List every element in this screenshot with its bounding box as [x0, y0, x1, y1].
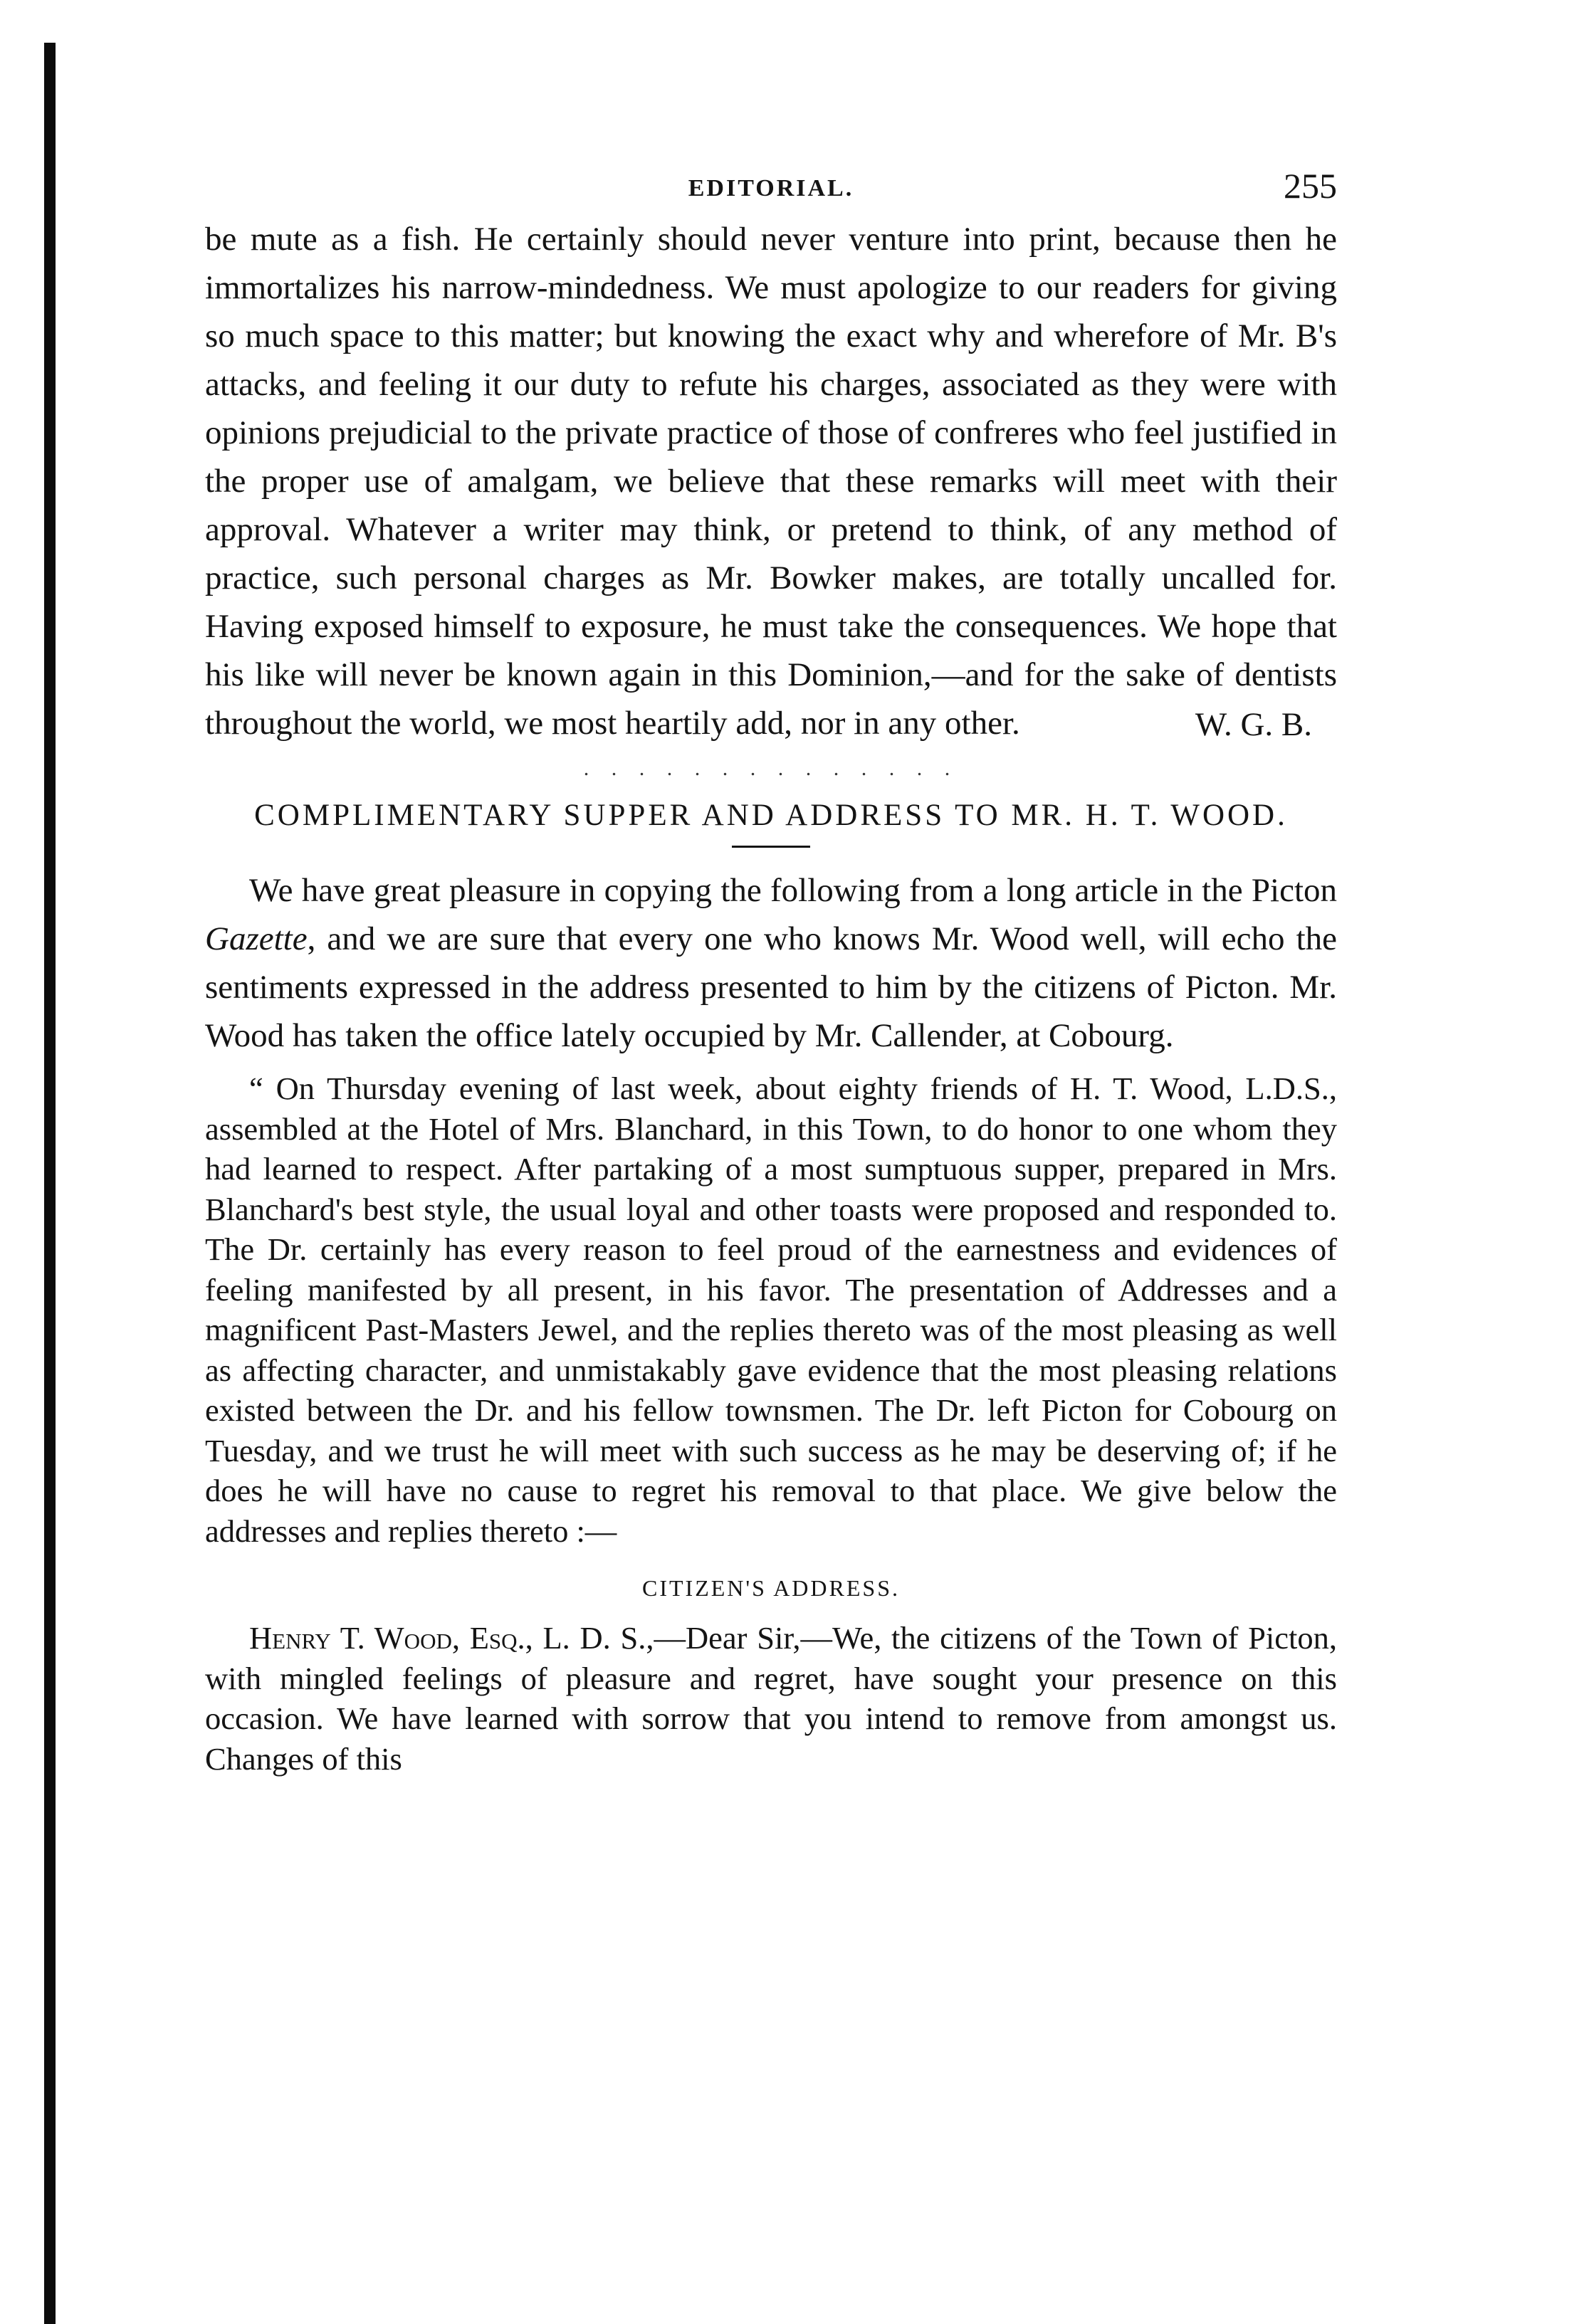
page-number: 255 — [1284, 166, 1337, 206]
heading-rule — [732, 846, 810, 848]
intro-text-before: We have great pleasure in copying the following from a long article in the Picton — [249, 872, 1337, 909]
section-divider: . . . . . . . . . . . . . . — [583, 757, 959, 780]
running-head — [205, 165, 1337, 215]
address-text: , L. D. S.,—Dear Sir,—We, the citizens of the Town of Picton, with mingled feelings of pleasure and regret, have sought your presence on this occasion. We have learned with sorrow that you intend to remove from amongst us. Changes of this — [205, 1620, 1337, 1777]
newspaper-name: Gazette — [205, 920, 308, 957]
sub-heading: CITIZEN'S ADDRESS. — [641, 1575, 900, 1601]
running-head-title: EDITORIAL. — [688, 175, 854, 201]
address-paragraph — [205, 1618, 1337, 1779]
quoted-paragraph: “ On Thursday evening of last week, about eighty friends of H. T. Wood, L.D.S., assembled at the Hotel of Mrs. Blanchard, in this Town, to do honor to one whom they had learned to respect. After partaking of a most sumptuous supper, prepared in Mrs. Blanchard's best style, the usual loyal and other toasts were proposed and responded to. The Dr. certainly has every reason to feel proud of the earnestness and evidences of feeling manifested by all present, in his favor. The presentation of Addresses and a magnificent Past-Masters Jewel, and the replies thereto was of the most pleasing as well as affecting character, and unmistakably gave evidence that the most pleasing relations existed between the Dr. and his fellow townsmen. The Dr. left Picton for Cobourg on Tuesday, and we trust he will meet with such success as he may be deserving of; if he does he will have no cause to regret his removal to that place. We give below the addresses and replies thereto :— — [205, 1071, 1337, 1549]
page — [205, 165, 1337, 1779]
address-salutation: Henry T. Wood, Esq. — [249, 1620, 525, 1656]
intro-paragraph — [205, 866, 1337, 1060]
continued-paragraph: be mute as a fish. He certainly should never venture into print, because then he immortalizes his narrow-mindedness. We must apologize to our readers for giving so much space to this matter; but knowing the exact why and wherefore of Mr. B's attacks, and feeling it our duty to refute his charges, associated as they were with opinions prejudicial to the private practice of those of confreres who feel justified in the proper use of amalgam, we believe that these remarks will meet with their approval. Whatever a writer may think, or pretend to think, of any method of practice, such personal charges as Mr. Bowker makes, are totally uncalled for. Having exposed himself to exposure, he must take the consequences. We hope that his like will never be known again in this Dominion,—and for the sake of dentists throughout the world, we most heartily add, nor in any other. — [205, 221, 1337, 742]
section-heading: COMPLIMENTARY SUPPER AND ADDRESS TO MR. H. T. WOOD. — [254, 799, 1288, 832]
intro-text-after: , and we are sure that every one who knows Mr. Wood well, will echo the sentiments expressed in the address presented to him by the citizens of Picton. Mr. Wood has taken the office lately occupied by Mr. Callender, at Cobourg. — [205, 920, 1337, 1054]
signature: W. G. B. — [1195, 706, 1312, 743]
binding-edge — [44, 43, 56, 2324]
